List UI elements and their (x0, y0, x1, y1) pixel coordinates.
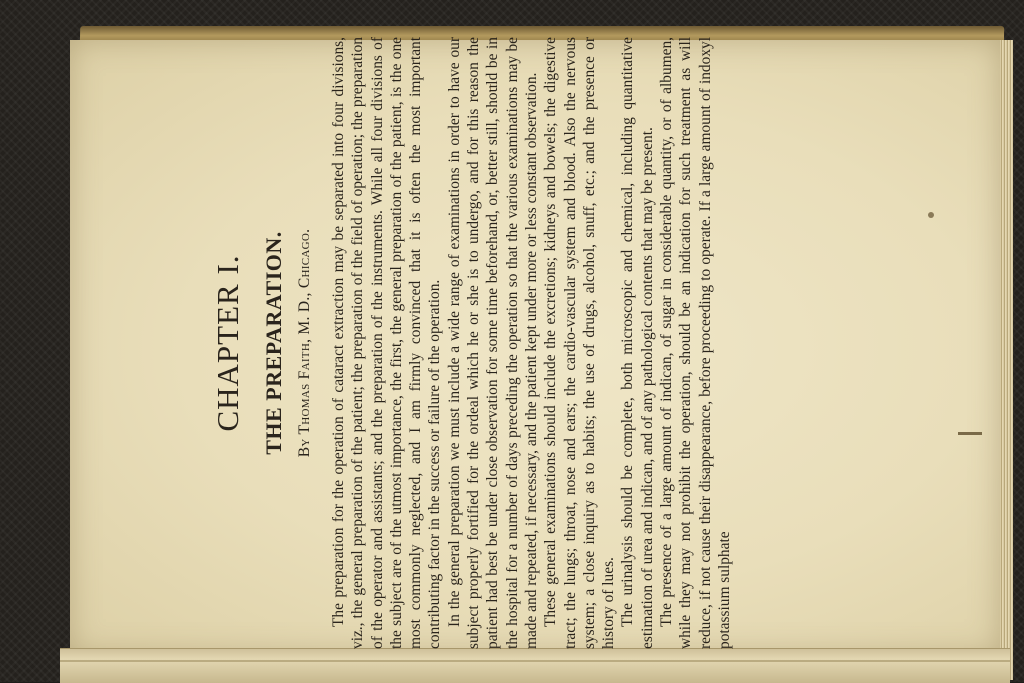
book-binding-edge (60, 648, 1010, 683)
author-byline: By Thomas Faith, M. D., Chicago. (296, 228, 313, 458)
page-text-block (209, 37, 865, 649)
binding-line (60, 660, 1010, 662)
paragraph: These general examinations should include the excretions; kidneys and bowels; the digestive tract; the lungs; throat, nose and ears; the cardio-vascular system and blood. Also the nervous system; a close inquiry as to habits; the use of drugs, alcohol, snuff, etc.; and the presence or history of lues. (542, 37, 618, 649)
paragraph: The preparation for the operation of cataract extraction may be separated into four divisions, viz., the general preparation of the patient; the preparation of the field of operation; the preparation of the operator and assistants; and the preparation of the instruments. While all four divisions of the subject are of the utmost importance, the first, the general preparation of the patient, is the one most commonly neglected, and I am firmly convinced that it is often the most important contributing factor in the success or failure of the operation. (330, 37, 444, 649)
paragraph: In the general preparation we must include a wide range of examinations in order to have our subject properly fortified for the ordeal which he or she is to undergo, and for this reason the patient had best be under close observation for some time beforehand, or, better still, should be in the hospital for a number of days preceding the operation so that the various examinations may be made and repeated, if necessary, and the patient kept under more or less constant observation. (445, 37, 540, 649)
paper-speck (928, 212, 934, 218)
chapter-heading: CHAPTER I. (210, 254, 245, 432)
paragraph: The urinalysis should be complete, both microscopic and chemical, including quantitative estimation of urea and indican, and of any pathological contents that may be present. (619, 37, 656, 649)
section-heading: THE PREPARATION. (261, 231, 286, 455)
paper-mark (958, 432, 982, 435)
paragraph: The presence of a large amount of indican, of sugar in considerable quantity, or of albumen, while they may not prohibit the operation, should be an indication for such treatment as will reduce, if not cause their disappearance, before proceeding to operate. If a large amount of indoxyl potassium sulphate (658, 37, 733, 649)
